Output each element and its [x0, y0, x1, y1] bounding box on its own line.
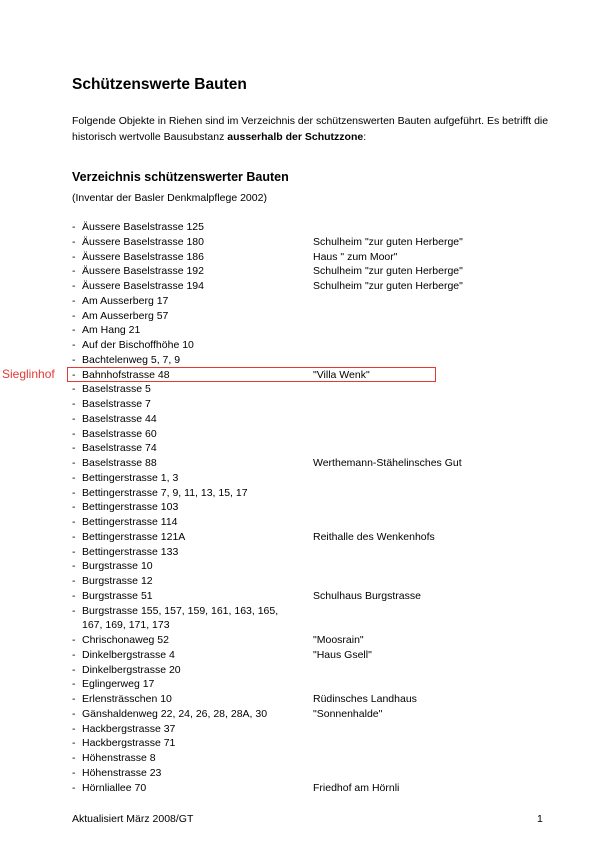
list-bullet: - — [72, 678, 76, 691]
address: Dinkelbergstrasse 20 — [82, 663, 181, 676]
address: Burgstrasse 12 — [82, 575, 153, 587]
list-bullet: - — [72, 604, 76, 617]
address: Äussere Baselstrasse 180 — [82, 235, 204, 248]
address: 167, 169, 171, 173 — [82, 619, 170, 632]
address: Hackbergstrasse 71 — [82, 737, 176, 750]
list-bullet: - — [72, 575, 76, 587]
list-bullet: - — [72, 722, 76, 735]
building-note: Schulheim "zur guten Herberge" — [313, 280, 463, 292]
list-bullet: - — [72, 457, 76, 469]
section-subtitle: (Inventar der Basler Denkmalpflege 2002) — [72, 192, 267, 204]
address: Baselstrasse 60 — [82, 427, 157, 440]
address: Äussere Baselstrasse 192 — [82, 265, 204, 278]
list-bullet: - — [72, 663, 76, 676]
list-bullet: - — [72, 471, 76, 484]
list-bullet: - — [72, 294, 76, 307]
address: Bettingerstrasse 133 — [82, 545, 179, 558]
building-note: "Sonnenhalde" — [313, 707, 383, 720]
building-note: "Villa Wenk" — [313, 368, 370, 381]
address: Am Hang 21 — [82, 324, 141, 337]
list-bullet: - — [72, 781, 76, 794]
address: Bettingerstrasse 121A — [82, 530, 186, 543]
address: Baselstrasse 88 — [82, 457, 157, 469]
address: Chrischonaweg 52 — [82, 634, 169, 646]
address: Äussere Baselstrasse 186 — [82, 250, 204, 263]
building-note: Schulheim "zur guten Herberge" — [313, 265, 463, 278]
building-note: Reithalle des Wenkenhofs — [313, 530, 435, 543]
list-bullet: - — [72, 280, 76, 292]
building-note: "Moosrain" — [313, 634, 364, 646]
section-title: Verzeichnis schützenswerter Bauten — [72, 170, 289, 184]
list-bullet: - — [72, 442, 76, 455]
list-bullet: - — [72, 648, 76, 661]
building-note: "Haus Gsell" — [313, 648, 372, 661]
list-bullet: - — [72, 427, 76, 440]
building-note: Haus " zum Moor" — [313, 250, 398, 263]
list-bullet: - — [72, 530, 76, 543]
address: Bettingerstrasse 103 — [82, 501, 179, 514]
page-title: Schützenswerte Bauten — [72, 76, 247, 93]
page-number: 1 — [537, 813, 543, 825]
building-note: Schulheim "zur guten Herberge" — [313, 235, 463, 248]
list-bullet: - — [72, 309, 76, 322]
address: Auf der Bischoffhöhe 10 — [82, 339, 194, 351]
list-bullet: - — [72, 383, 76, 396]
list-bullet: - — [72, 560, 76, 573]
list-bullet: - — [72, 353, 76, 366]
address: Burgstrasse 155, 157, 159, 161, 163, 165, — [82, 604, 279, 617]
list-bullet: - — [72, 707, 76, 720]
address: Eglingerweg 17 — [82, 678, 155, 691]
address: Burgstrasse 51 — [82, 589, 153, 602]
address: Höhenstrasse 8 — [82, 752, 156, 764]
address: Baselstrasse 5 — [82, 383, 151, 396]
address: Bettingerstrasse 114 — [82, 516, 178, 528]
list-bullet: - — [72, 516, 76, 528]
footer-text: Aktualisiert März 2008/GT — [72, 813, 194, 825]
address: Baselstrasse 74 — [82, 442, 157, 455]
address: Äussere Baselstrasse 125 — [82, 221, 204, 233]
building-note: Friedhof am Hörnli — [313, 781, 400, 794]
list-bullet: - — [72, 412, 76, 425]
list-bullet: - — [72, 545, 76, 558]
address: Baselstrasse 44 — [82, 412, 157, 425]
address: Hörnliallee 70 — [82, 781, 147, 794]
list-bullet: - — [72, 398, 76, 410]
address: Hackbergstrasse 37 — [82, 722, 176, 735]
list-bullet: - — [72, 752, 76, 764]
highlight-annotation: Sieglinhof — [2, 367, 55, 381]
address: Bettingerstrasse 7, 9, 11, 13, 15, 17 — [82, 486, 248, 499]
address: Am Ausserberg 57 — [82, 309, 169, 322]
list-bullet: - — [72, 221, 76, 233]
list-bullet: - — [72, 766, 76, 779]
list-bullet: - — [72, 693, 76, 705]
list-bullet: - — [72, 339, 76, 351]
intro-end: : — [363, 131, 367, 143]
address: Burgstrasse 10 — [82, 560, 153, 573]
list-bullet: - — [72, 250, 76, 263]
list-bullet: - — [72, 501, 76, 514]
address: Äussere Baselstrasse 194 — [82, 280, 204, 292]
list-bullet: - — [72, 486, 76, 499]
list-bullet: - — [72, 265, 76, 278]
address: Erlensträsschen 10 — [82, 693, 172, 705]
address: Bettingerstrasse 1, 3 — [82, 471, 179, 484]
address: Bachtelenweg 5, 7, 9 — [82, 353, 181, 366]
list-bullet: - — [72, 324, 76, 337]
highlight-box — [67, 367, 436, 382]
address: Höhenstrasse 23 — [82, 766, 162, 779]
address: Bahnhofstrasse 48 — [82, 368, 170, 381]
address: Baselstrasse 7 — [82, 398, 151, 410]
address: Gänshaldenweg 22, 24, 26, 28, 28A, 30 — [82, 707, 268, 720]
intro-emphasis: ausserhalb der Schutzzone — [227, 131, 364, 143]
address: Am Ausserberg 17 — [82, 294, 169, 307]
building-note: Werthemann-Stähelinsches Gut — [313, 457, 462, 469]
list-bullet: - — [72, 737, 76, 750]
list-bullet: - — [72, 368, 76, 381]
list-bullet: - — [72, 589, 76, 602]
address: Dinkelbergstrasse 4 — [82, 648, 175, 661]
building-note: Rüdinsches Landhaus — [313, 693, 417, 705]
list-bullet: - — [72, 235, 76, 248]
building-note: Schulhaus Burgstrasse — [313, 589, 421, 602]
list-bullet: - — [72, 634, 76, 646]
intro-text: Folgende Objekte in Riehen sind im Verzeichnis der schützenswerten Bauten aufgeführt. Es betrifft die historisch wertvolle Bausubstanz — [72, 115, 549, 143]
intro-paragraph — [72, 113, 552, 145]
